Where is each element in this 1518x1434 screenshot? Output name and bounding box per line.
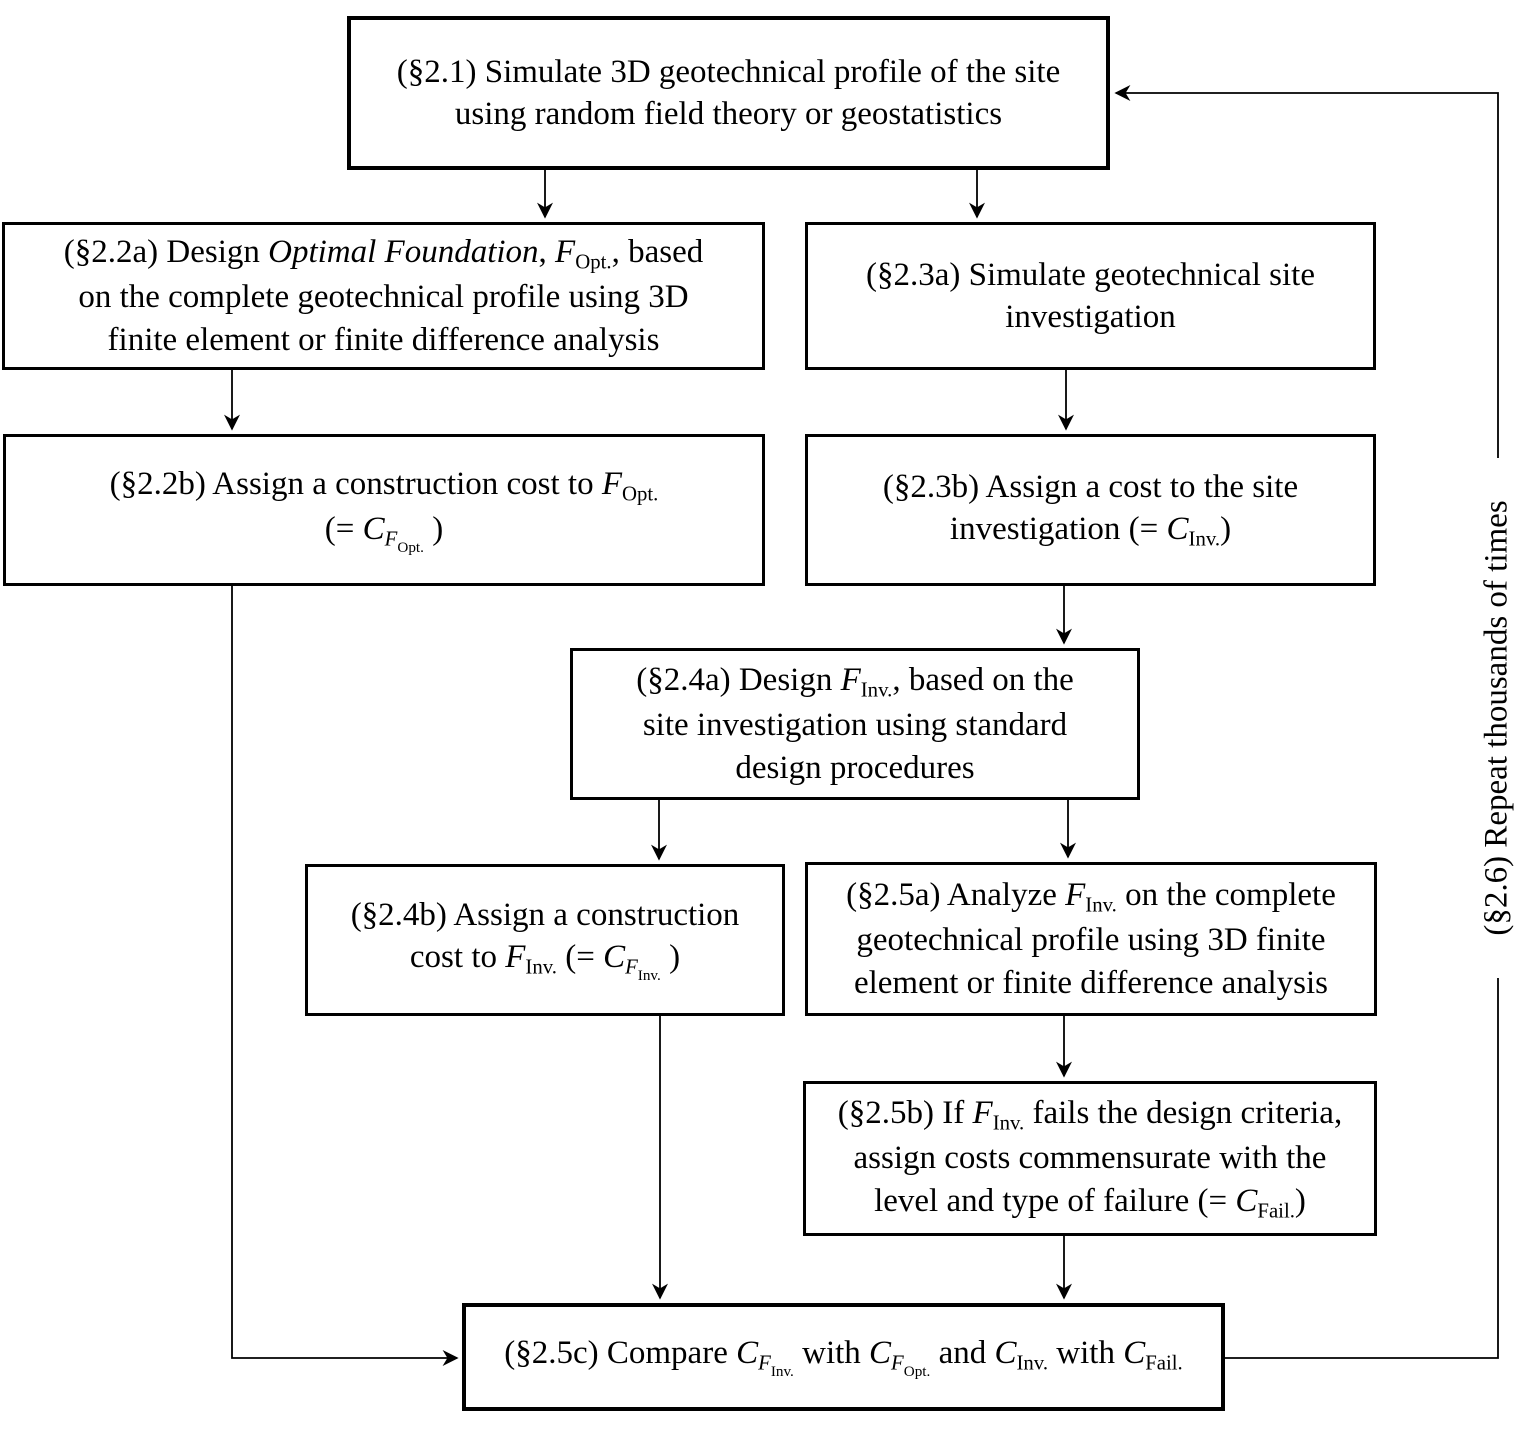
- flow-box-2-5a-text: (§2.5a) Analyze $F_{Inv.}$ on the complete geotechnical profile using 3D finite element or finite difference analysis: [846, 877, 1336, 1001]
- flow-box-2-2b-text: (§2.2b) Assign a construction cost to $F_{Opt.}$ (= $C_{FOpt.}$ ): [109, 465, 659, 556]
- flow-box-2-4b-text: (§2.4b) Assign a construction cost to $F_{Inv.}$ (= $C_{FInv.}$ ): [350, 897, 740, 985]
- flow-box-2-3a-simulate-investigation: [805, 222, 1376, 370]
- flow-box-2-2a-design-optimal-foundation: [2, 222, 765, 370]
- flow-box-2-4a-text: (§2.4a) Design $F_{Inv.}$, based on the site investigation using standard design procedures: [636, 662, 1074, 786]
- flow-box-2-1-text: (§2.1) Simulate 3D geotechnical profile of the site using random field theory or geostatistics: [396, 53, 1061, 132]
- flow-box-2-4a-design-f-inv: [570, 648, 1140, 800]
- repeat-loop-label: (§2.6) Repeat thousands of times: [1479, 494, 1516, 941]
- flow-box-2-5c-compare-costs: [462, 1303, 1225, 1411]
- flow-box-2-3b-text: (§2.3b) Assign a cost to the site investigation (= $C_{Inv.}$): [882, 469, 1299, 552]
- flow-box-2-5b-text: (§2.5b) If $F_{Inv.}$ fails the design criteria, assign costs commensurate with the level and type of failure (= $C_{Fail.}$): [837, 1095, 1343, 1223]
- flow-box-2-5a-analyze-f-inv: [805, 862, 1377, 1016]
- flow-box-2-2a-text: (§2.2a) Design Optimal Foundation, $F_{Opt.}$, based on the complete geotechnical profile using 3D finite element or finite difference analysis: [63, 234, 704, 358]
- flow-box-2-5c-text: (§2.5c) Compare $C_{FInv.}$ with $C_{FOpt.}$ and $C_{Inv.}$ with $C_{Fail.}$: [504, 1335, 1183, 1381]
- flow-box-2-4b-assign-cost-f-inv: [305, 864, 785, 1016]
- flow-box-2-3a-text: (§2.3a) Simulate geotechnical site investigation: [865, 256, 1315, 335]
- flow-box-2-2b-assign-cost-f-opt: [3, 434, 765, 586]
- flow-box-2-1-simulate-profile: [347, 16, 1110, 170]
- flow-box-2-5b-failure-costs: [803, 1081, 1377, 1236]
- flow-box-2-3b-assign-cost-investigation: [805, 434, 1376, 586]
